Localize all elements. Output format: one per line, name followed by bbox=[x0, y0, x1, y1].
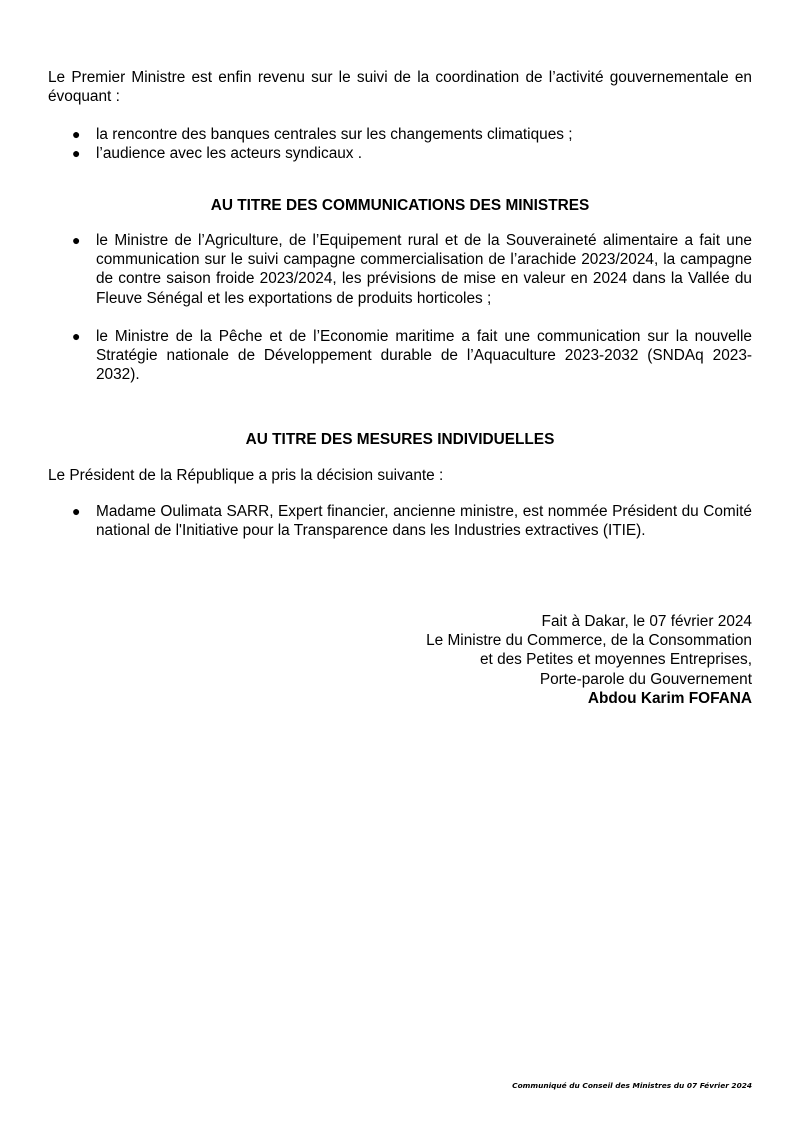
page-footer: Communiqué du Conseil des Ministres du 07 Février 2024 bbox=[512, 1081, 752, 1090]
section-heading-communications: AU TITRE DES COMMUNICATIONS DES MINISTRES bbox=[210, 197, 590, 214]
mesures-list bbox=[0, 502, 800, 540]
bullet-icon: ● bbox=[72, 232, 81, 248]
signature-title-line: Porte-parole du Gouvernement bbox=[539, 670, 752, 688]
list-item-text: le Ministre de la Pêche et de l’Economie maritime a fait une communication sur la nouvelle Stratégie nationale de Développement durable de l’Aquaculture 2023-2032 (SNDAq 2023-2032). bbox=[96, 327, 752, 384]
signature-title-line: et des Petites et moyennes Entreprises, bbox=[479, 651, 752, 669]
list-item bbox=[0, 327, 800, 385]
intro-list bbox=[0, 125, 800, 163]
list-item-text: le Ministre de l’Agriculture, de l’Equipement rural et de la Souveraineté alimentaire a fait une communication sur le suivi campagne commercialisation de l’arachide 2023/2024, la campagne de contre saison froide 2023/2024, les prévisions de mise en valeur en 2024 dans la Vallée du Fleuve Sénégal et les exportations de produits horticoles ; bbox=[96, 232, 752, 307]
signature-block bbox=[426, 612, 752, 708]
list-item-text: Madame Oulimata SARR, Expert financier, ancienne ministre, est nommée Président du Comité national de l'Initiative pour la Transparence dans les Industries extractives (ITIE). bbox=[96, 503, 752, 540]
section-heading-mesures: AU TITRE DES MESURES INDIVIDUELLES bbox=[245, 431, 555, 448]
list-item bbox=[0, 231, 800, 308]
list-item bbox=[0, 144, 800, 163]
list-item-text: la rencontre des banques centrales sur les changements climatiques ; bbox=[96, 126, 573, 143]
bullet-icon: ● bbox=[72, 145, 81, 162]
intro-paragraph: Le Premier Ministre est enfin revenu sur le suivi de la coordination de l’activité gouvernementale en évoquant : bbox=[48, 69, 752, 106]
list-item bbox=[0, 125, 800, 144]
mesures-paragraph: Le Président de la République a pris la décision suivante : bbox=[48, 467, 444, 484]
bullet-icon: ● bbox=[72, 503, 81, 519]
communications-list bbox=[0, 231, 800, 384]
bullet-icon: ● bbox=[72, 327, 81, 344]
list-item bbox=[0, 502, 800, 540]
list-item-text: l’audience avec les acteurs syndicaux . bbox=[96, 145, 363, 163]
bullet-icon: ● bbox=[72, 126, 81, 142]
signature-title-line: Le Ministre du Commerce, de la Consommation bbox=[426, 632, 752, 650]
signature-name: Abdou Karim FOFANA bbox=[587, 689, 752, 707]
signature-place-date: Fait à Dakar, le 07 février 2024 bbox=[541, 613, 752, 630]
